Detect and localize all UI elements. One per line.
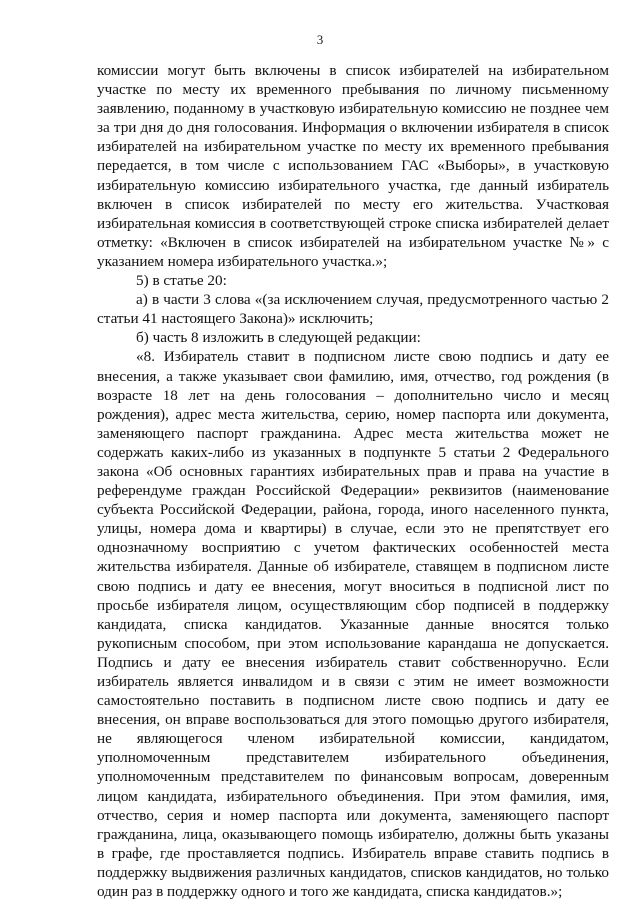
paragraph-item-5: 5) в статье 20: <box>136 272 227 290</box>
paragraph-subitem-b: б) часть 8 изложить в следующей редакции: <box>136 329 421 347</box>
paragraph-subitem-a: а) в части 3 слова «(за исключением случая, предусмотренного частью 2 статьи 41 настоящего Закона)» исключить; <box>97 291 609 328</box>
paragraph-continuation: комиссии могут быть включены в список избирателей на избирательном участке по месту их временного пребывания по личному письменному заявлению, поданному в участковую избирательную комиссию не позднее чем за три дня до дня голосования. Информация о включении избирателя в список избирателей на избирательном участке по месту их временного пребывания передается, в том числе с использованием ГАС «Выборы», в участковую избирательную комиссию избирательного участка, где данный избиратель включен в список избирателей по месту его жительства. Участковая избирательная комиссия в соответствующей строке списка избирателей делает отметку: «Включен в список избирателей на избирательном участке №» с указанием номера избирательного участка.»; <box>97 62 609 270</box>
document-body <box>97 61 609 901</box>
paragraph-part-8: «8. Избиратель ставит в подписном листе свою подпись и дату ее внесения, а также указывает свои фамилию, имя, отчество, год рождения (в возрасте 18 лет на день голосования – дополнительно число и месяц рождения), адрес места жительства, серию, номер паспорта или документа, заменяющего паспорт гражданина. Адрес места жительства может не содержать каких-либо из указанных в подпункте 5 статьи 2 Федерального закона «Об основных гарантиях избирательных прав и права на участие в референдуме граждан Российской Федерации» реквизитов (наименование субъекта Российской Федерации, района, города, иного населенного пункта, улицы, номера дома и квартиры) в случае, если это не препятствует его однозначному восприятию с учетом фактических особенностей места жительства избирателя. Данные об избирателе, ставящем в подписном листе свою подпись и дату ее внесения, могут вноситься в подписной лист по просьбе избирателя лицом, осуществляющим сбор подписей в поддержку кандидата, списка кандидатов. Указанные данные вносятся только рукописным способом, при этом использование карандаша не допускается. Подпись и дату ее внесения избиратель ставит собственноручно. Если избиратель является инвалидом и в связи с этим не имеет возможности самостоятельно поставить в подписном листе свою подпись и дату ее внесения, он вправе воспользоваться для этого помощью другого избирателя, не являющегося членом избирательной комиссии, кандидатом, уполномоченным представителем избирательного объединения, уполномоченным представителем по финансовым вопросам, доверенным лицом кандидата, избирательного объединения. При этом фамилия, имя, отчество, серия и номер паспорта или документа, заменяющего паспорт гражданина, лица, оказывающего помощь избирателю, должны быть указаны в графе, где проставляется подпись. Избиратель вправе ставить подпись в поддержку выдвижения различных кандидатов, списков кандидатов, но только один раз в поддержку одного и того же кандидата, списка кандидатов.»; <box>97 348 609 901</box>
page-number: 3 <box>316 32 324 47</box>
